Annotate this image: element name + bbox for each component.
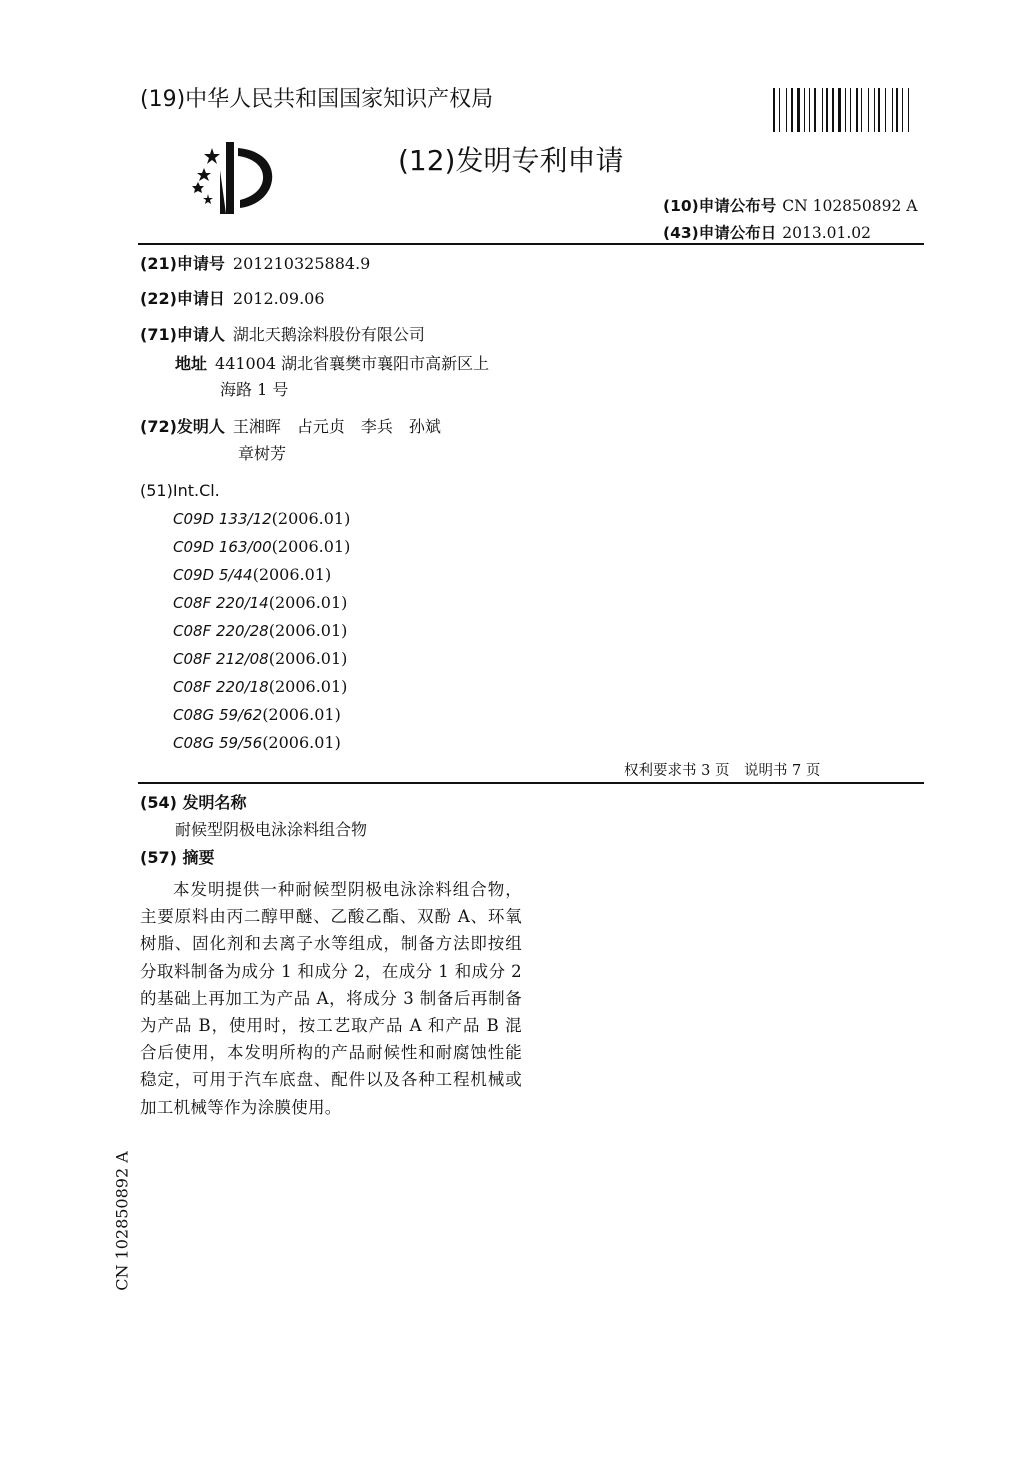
ipc-code: C09D 5/44 — [173, 566, 253, 584]
invention-title-label: (54) 发明名称 — [140, 793, 247, 812]
ipc-row — [173, 617, 350, 645]
publication-number-value: CN 102850892 A — [782, 197, 918, 215]
inventors-label: (72)发明人 — [140, 417, 225, 436]
ipc-version: (2006.01) — [268, 677, 348, 696]
application-date — [140, 286, 325, 312]
applicant-label: (71)申请人 — [140, 325, 225, 344]
ipc-list — [173, 505, 350, 757]
applicant-value: 湖北天鹅涂料股份有限公司 — [232, 325, 425, 344]
ipc-code: C08F 220/18 — [173, 678, 269, 696]
ipc-version: (2006.01) — [262, 733, 341, 752]
address — [175, 351, 489, 377]
ipc-version: (2006.01) — [271, 509, 351, 528]
ipc-code: C08G 59/56 — [173, 734, 263, 752]
int-cl-label: (51)Int.Cl. — [140, 481, 220, 500]
ipc-row — [173, 589, 350, 617]
ipc-version: (2006.01) — [252, 565, 332, 584]
inventors-line-2: 章树芳 — [238, 444, 287, 463]
ipc-code: C08F 220/28 — [173, 622, 269, 640]
abstract-label: (57) 摘要 — [140, 848, 215, 867]
ipc-row — [173, 729, 350, 757]
publication-number — [663, 194, 917, 216]
office-name: (19)中华人民共和国国家知识产权局 — [140, 87, 494, 112]
ipc-row — [173, 533, 350, 561]
cnipa-emblem-icon — [186, 140, 282, 216]
ipc-code: C09D 163/00 — [173, 538, 272, 556]
ipc-row — [173, 673, 350, 701]
document-type: (12)发明专利申请 — [398, 144, 624, 177]
side-publication-number: CN 102850892 A — [112, 1150, 132, 1291]
ipc-version: (2006.01) — [268, 593, 348, 612]
publication-date — [663, 221, 871, 243]
publication-date-value: 2013.01.02 — [782, 224, 871, 242]
inventors — [140, 414, 441, 440]
ipc-row — [173, 561, 350, 589]
top-divider — [138, 243, 924, 245]
ipc-row — [173, 505, 350, 533]
application-number-value: 201210325884.9 — [232, 254, 371, 273]
ipc-row — [173, 645, 350, 673]
middle-divider — [138, 782, 924, 784]
ipc-row — [173, 701, 350, 729]
inventors-line-1: 王湘晖 占元贞 李兵 孙斌 — [232, 417, 441, 436]
invention-title: 耐候型阴极电泳涂料组合物 — [175, 820, 368, 839]
application-number-label: (21)申请号 — [140, 254, 225, 273]
ipc-version: (2006.01) — [268, 649, 348, 668]
address-line-1: 441004 湖北省襄樊市襄阳市高新区上 — [215, 354, 490, 373]
abstract-text: 本发明提供一种耐候型阴极电泳涂料组合物，主要原料由丙二醇甲醚、乙酸乙酯、双酚 A、环氧树脂、固化剂和去离子水等组成，制备方法即按组分取料制备为成分 1 和成分 2，在成分 1 和成分 2 的基础上再加工为产品 A，将成分 3 制备后再制备为产品 B，使用时，按工艺取产品 A 和产品 B 混合后使用，本发明所构的产品耐候性和耐腐蚀性能稳定，可用于汽车底盘、配件以及各种工程机械或加工机械等作为涂膜使用。 — [140, 880, 522, 1117]
ipc-version: (2006.01) — [262, 705, 341, 724]
application-date-value: 2012.09.06 — [232, 289, 325, 308]
ipc-version: (2006.01) — [271, 537, 351, 556]
address-label: 地址 — [175, 354, 208, 373]
ipc-code: C08F 212/08 — [173, 650, 269, 668]
application-date-label: (22)申请日 — [140, 289, 225, 308]
ipc-code: C08F 220/14 — [173, 594, 269, 612]
ipc-version: (2006.01) — [268, 621, 348, 640]
ipc-code: C08G 59/62 — [173, 706, 263, 724]
applicant — [140, 322, 425, 348]
publication-date-label: (43)申请公布日 — [663, 224, 777, 242]
address-line-2: 海路 1 号 — [220, 380, 289, 399]
application-number — [140, 251, 370, 277]
publication-number-label: (10)申请公布号 — [663, 197, 777, 215]
ipc-code: C09D 133/12 — [173, 510, 272, 528]
barcode-icon — [773, 88, 923, 132]
page-count: 权利要求书 3 页 说明书 7 页 — [624, 763, 821, 779]
